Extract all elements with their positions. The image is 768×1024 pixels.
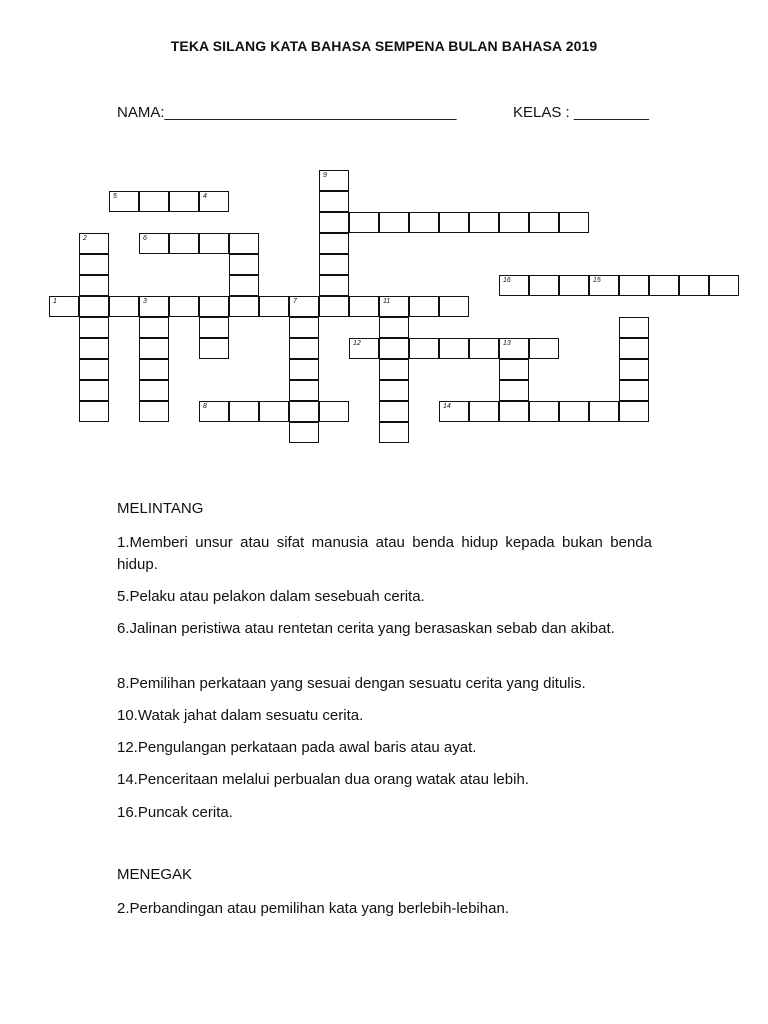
crossword-cell[interactable] — [619, 338, 649, 359]
crossword-cell[interactable] — [259, 296, 289, 317]
crossword-cell[interactable] — [379, 380, 409, 401]
crossword-cell[interactable] — [229, 254, 259, 275]
crossword-cell[interactable] — [169, 233, 199, 254]
crossword-cell[interactable] — [499, 380, 529, 401]
crossword-cell[interactable] — [499, 275, 529, 296]
crossword-cell[interactable] — [289, 317, 319, 338]
crossword-cell[interactable] — [499, 212, 529, 233]
crossword-cell[interactable] — [439, 212, 469, 233]
clue-across-6: 6.Jalinan peristiwa atau rentetan cerita yang berasaskan sebab dan akibat. — [117, 620, 615, 637]
crossword-cell[interactable] — [79, 338, 109, 359]
crossword-cell[interactable] — [439, 401, 469, 422]
crossword-cell[interactable] — [379, 212, 409, 233]
clue-number: 7 — [293, 298, 297, 305]
crossword-cell[interactable] — [139, 191, 169, 212]
crossword-cell[interactable] — [79, 380, 109, 401]
crossword-cell[interactable] — [559, 275, 589, 296]
crossword-cell[interactable] — [319, 254, 349, 275]
crossword-cell[interactable] — [169, 191, 199, 212]
clue-across-14: 14.Penceritaan melalui perbualan dua orang watak atau lebih. — [117, 771, 529, 788]
clue-number: 9 — [323, 172, 327, 179]
crossword-cell[interactable] — [379, 338, 409, 359]
crossword-cell[interactable] — [79, 317, 109, 338]
crossword-cell[interactable] — [169, 296, 199, 317]
crossword-cell[interactable] — [229, 233, 259, 254]
crossword-cell[interactable] — [379, 359, 409, 380]
crossword-cell[interactable] — [619, 317, 649, 338]
crossword-cell[interactable] — [349, 338, 379, 359]
crossword-cell[interactable] — [529, 338, 559, 359]
crossword-cell[interactable] — [199, 317, 229, 338]
crossword-cell[interactable] — [379, 401, 409, 422]
clue-number: 14 — [443, 403, 451, 410]
crossword-cell[interactable] — [529, 212, 559, 233]
crossword-cell[interactable] — [319, 212, 349, 233]
crossword-cell[interactable] — [409, 212, 439, 233]
crossword-cell[interactable] — [619, 359, 649, 380]
crossword-cell[interactable] — [229, 275, 259, 296]
crossword-cell[interactable] — [79, 401, 109, 422]
across-heading: MELINTANG — [117, 500, 204, 517]
crossword-cell[interactable] — [319, 275, 349, 296]
clue-across-8: 8.Pemilihan perkataan yang sesuai dengan sesuatu cerita yang ditulis. — [117, 675, 586, 692]
crossword-cell[interactable] — [619, 380, 649, 401]
crossword-cell[interactable] — [259, 401, 289, 422]
crossword-cell[interactable] — [139, 338, 169, 359]
crossword-cell[interactable] — [319, 170, 349, 191]
crossword-cell[interactable] — [79, 275, 109, 296]
crossword-cell[interactable] — [79, 254, 109, 275]
crossword-cell[interactable] — [289, 296, 319, 317]
crossword-cell[interactable] — [589, 401, 619, 422]
crossword-cell[interactable] — [349, 296, 379, 317]
crossword-cell[interactable] — [559, 212, 589, 233]
clue-across-12: 12.Pengulangan perkataan pada awal baris atau ayat. — [117, 739, 477, 756]
crossword-cell[interactable] — [469, 212, 499, 233]
crossword-cell[interactable] — [409, 338, 439, 359]
crossword-cell[interactable] — [109, 296, 139, 317]
clue-number: 16 — [503, 277, 511, 284]
clue-number: 6 — [143, 235, 147, 242]
crossword-cell[interactable] — [619, 401, 649, 422]
crossword-cell[interactable] — [109, 191, 139, 212]
crossword-cell[interactable] — [709, 275, 739, 296]
crossword-cell[interactable] — [529, 275, 559, 296]
crossword-cell[interactable] — [319, 296, 349, 317]
clue-across-10: 10.Watak jahat dalam sesuatu cerita. — [117, 707, 364, 724]
crossword-cell[interactable] — [289, 338, 319, 359]
clue-number: 12 — [353, 340, 361, 347]
crossword-cell[interactable] — [499, 338, 529, 359]
crossword-cell[interactable] — [469, 401, 499, 422]
crossword-cell[interactable] — [139, 317, 169, 338]
clue-number: 5 — [113, 193, 117, 200]
clue-number: 3 — [143, 298, 147, 305]
crossword-cell[interactable] — [409, 296, 439, 317]
crossword-cell[interactable] — [289, 359, 319, 380]
crossword-cell[interactable] — [49, 296, 79, 317]
clue-across-16: 16.Puncak cerita. — [117, 804, 233, 821]
crossword-cell[interactable] — [79, 359, 109, 380]
crossword-cell[interactable] — [79, 233, 109, 254]
crossword-cell[interactable] — [139, 401, 169, 422]
crossword-cell[interactable] — [289, 380, 319, 401]
crossword-cell[interactable] — [349, 212, 379, 233]
crossword-grid — [0, 0, 768, 460]
crossword-cell[interactable] — [229, 401, 259, 422]
crossword-cell[interactable] — [139, 380, 169, 401]
crossword-cell[interactable] — [379, 296, 409, 317]
crossword-cell[interactable] — [199, 191, 229, 212]
crossword-cell[interactable] — [229, 296, 259, 317]
crossword-cell[interactable] — [499, 359, 529, 380]
crossword-cell[interactable] — [649, 275, 679, 296]
clue-number: 15 — [593, 277, 601, 284]
class-field[interactable]: KELAS : _________ — [513, 104, 649, 121]
crossword-cell[interactable] — [379, 422, 409, 443]
crossword-cell[interactable] — [379, 317, 409, 338]
clue-down-2: 2.Perbandingan atau pemilihan kata yang berlebih-lebihan. — [117, 900, 509, 917]
crossword-cell[interactable] — [139, 359, 169, 380]
crossword-cell[interactable] — [319, 401, 349, 422]
crossword-cell[interactable] — [319, 191, 349, 212]
crossword-cell[interactable] — [199, 296, 229, 317]
crossword-cell[interactable] — [439, 296, 469, 317]
crossword-cell[interactable] — [139, 233, 169, 254]
crossword-cell[interactable] — [529, 401, 559, 422]
clue-number: 8 — [203, 403, 207, 410]
clue-number: 2 — [83, 235, 87, 242]
crossword-cell[interactable] — [499, 401, 529, 422]
crossword-cell[interactable] — [79, 296, 109, 317]
crossword-cell[interactable] — [319, 233, 349, 254]
page-title: TEKA SILANG KATA BAHASA SEMPENA BULAN BAHASA 2019 — [170, 38, 598, 54]
clue-number: 11 — [383, 298, 391, 305]
crossword-cell[interactable] — [679, 275, 709, 296]
clue-across-5: 5.Pelaku atau pelakon dalam sesebuah cerita. — [117, 588, 425, 605]
crossword-cell[interactable] — [289, 422, 319, 443]
crossword-cell[interactable] — [139, 296, 169, 317]
name-field[interactable]: NAMA:___________________________________ — [117, 104, 457, 121]
crossword-cell[interactable] — [469, 338, 499, 359]
crossword-cell[interactable] — [199, 338, 229, 359]
crossword-cell[interactable] — [619, 275, 649, 296]
crossword-cell[interactable] — [289, 401, 319, 422]
clue-number: 1 — [53, 298, 57, 305]
clue-number: 13 — [503, 340, 511, 347]
down-heading: MENEGAK — [117, 866, 193, 883]
crossword-cell[interactable] — [199, 233, 229, 254]
crossword-cell[interactable] — [589, 275, 619, 296]
clue-number: 4 — [203, 193, 207, 200]
clue-across-1: 1.Memberi unsur atau sifat manusia atau benda hidup kepada bukan benda hidup. — [117, 534, 652, 573]
crossword-cell[interactable] — [199, 401, 229, 422]
crossword-cell[interactable] — [559, 401, 589, 422]
crossword-cell[interactable] — [439, 338, 469, 359]
